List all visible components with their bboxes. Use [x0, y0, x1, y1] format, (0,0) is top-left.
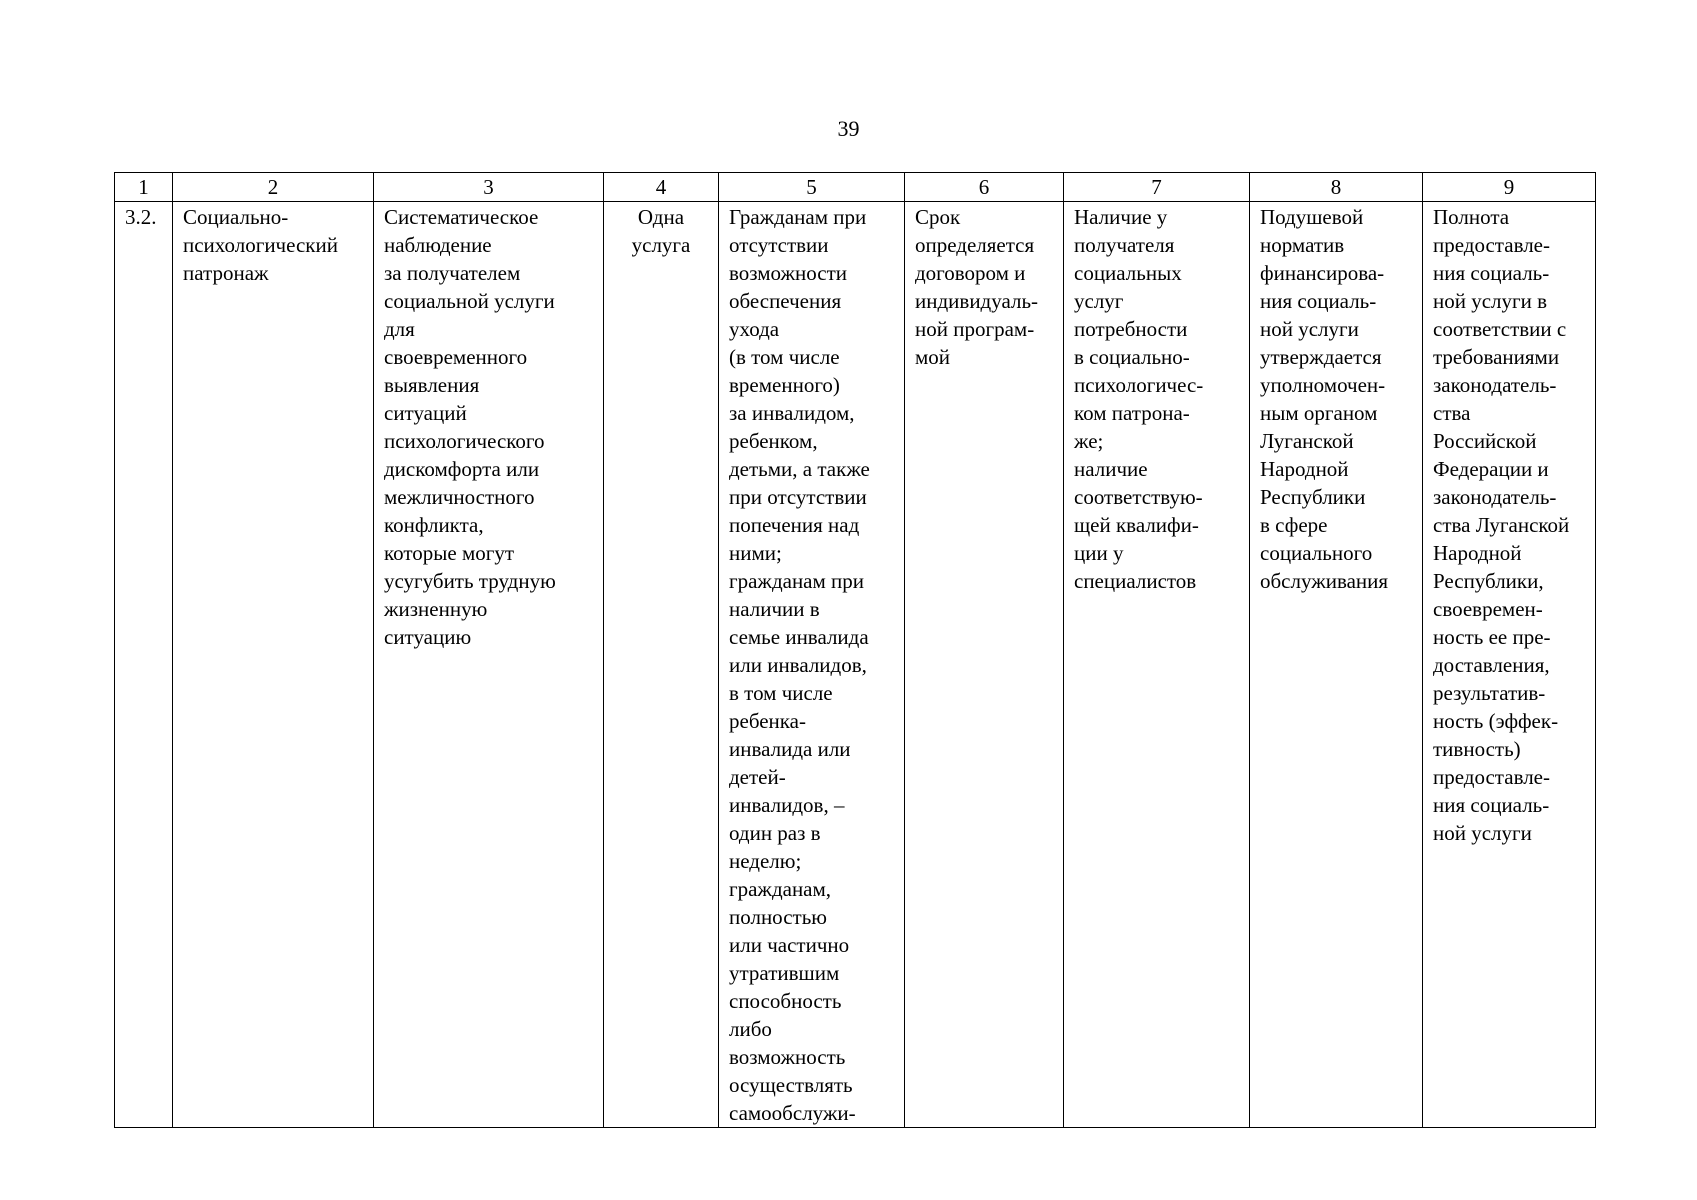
cell-conditions — [1064, 202, 1250, 1128]
cell-text-line: ной услуги — [1260, 317, 1359, 341]
cell-text-line: которые могут — [384, 541, 515, 565]
column-header: 5 — [719, 173, 905, 202]
cell-text-line: психологический — [183, 233, 338, 257]
cell-text-line: ной програм- — [915, 317, 1035, 341]
cell-text-line: детьми, а также — [729, 457, 870, 481]
cell-text-line: требованиями — [1433, 345, 1560, 369]
cell-financing — [1250, 202, 1423, 1128]
cell-text-line: в том числе — [729, 681, 833, 705]
cell-text-line: ребенка- — [729, 709, 806, 733]
cell-text-line: или инвалидов, — [729, 653, 867, 677]
cell-text-line: жизненную — [384, 597, 488, 621]
cell-text-line: психологичес- — [1074, 373, 1204, 397]
cell-text-line: Народной — [1260, 457, 1349, 481]
cell-text-line: дискомфорта или — [384, 457, 540, 481]
cell-text-line: Российской — [1433, 429, 1537, 453]
cell-text-line: индивидуаль- — [915, 289, 1039, 313]
cell-quality-criteria — [1423, 202, 1596, 1128]
cell-text-line: Федерации и — [1433, 457, 1549, 481]
cell-text-line: усугубить трудную — [384, 569, 556, 593]
cell-text-line: выявления — [384, 373, 480, 397]
cell-text-line: гражданам, — [729, 877, 832, 901]
cell-text-line: возможности — [729, 261, 848, 285]
cell-text-line: ситуацию — [384, 625, 472, 649]
cell-text-line: Одна — [637, 205, 685, 229]
cell-text-line: законодатель- — [1433, 485, 1557, 509]
cell-text-line: отсутствии — [729, 233, 829, 257]
cell-text-line: Республики — [1260, 485, 1366, 509]
cell-text-line: Полнота — [1433, 205, 1510, 229]
cell-text-line: детей- — [729, 765, 786, 789]
cell-text-line: услуг — [1074, 289, 1124, 313]
cell-text-line: социальных — [1074, 261, 1182, 285]
cell-text-line: Систематическое — [384, 205, 539, 229]
column-header: 1 — [115, 173, 173, 202]
cell-text-line: наличии в — [729, 597, 820, 621]
cell-text-line: Республики, — [1433, 569, 1544, 593]
cell-text-line: своевременного — [384, 345, 528, 369]
column-header: 6 — [905, 173, 1064, 202]
cell-text-line: соответствую- — [1074, 485, 1203, 509]
cell-text-line: семье инвалида — [729, 625, 869, 649]
cell-text-line: за инвалидом, — [729, 401, 855, 425]
cell-service-description — [374, 202, 604, 1128]
cell-text-line: договором и — [915, 261, 1026, 285]
cell-text-line: ность ее пре- — [1433, 625, 1551, 649]
cell-service-name — [173, 202, 374, 1128]
column-header: 9 — [1423, 173, 1596, 202]
cell-text-line: норматив — [1260, 233, 1345, 257]
cell-text-line: полностью — [729, 905, 827, 929]
cell-text-line: законодатель- — [1433, 373, 1557, 397]
cell-text-line: один раз в — [729, 821, 821, 845]
cell-text-line: доставления, — [1433, 653, 1550, 677]
header-row — [115, 173, 1596, 202]
cell-text-line: наблюдение — [384, 233, 492, 257]
cell-text-line: финансирова- — [1260, 261, 1385, 285]
cell-text-line: или частично — [729, 933, 850, 957]
cell-text-line: Срок — [915, 205, 961, 229]
cell-text-line: обеспечения — [729, 289, 842, 313]
column-header: 8 — [1250, 173, 1423, 202]
cell-text-line: уполномочен- — [1260, 373, 1386, 397]
cell-text-line: ситуаций — [384, 401, 467, 425]
cell-text-line: в сфере — [1260, 513, 1328, 537]
cell-text-line: услуга — [631, 233, 691, 257]
cell-text-line: мой — [915, 345, 951, 369]
cell-text-line: временного) — [729, 373, 840, 397]
cell-text-line: утверждается — [1260, 345, 1382, 369]
cell-text-line: потребности — [1074, 317, 1188, 341]
cell-text-line: щей квалифи- — [1074, 513, 1199, 537]
cell-frequency — [719, 202, 905, 1128]
cell-text-line: инвалидов, – — [729, 793, 845, 817]
cell-text-line: осуществлять — [729, 1073, 853, 1097]
cell-unit — [604, 202, 719, 1128]
cell-text-line: возможность — [729, 1045, 846, 1069]
cell-text-line: межличностного — [384, 485, 535, 509]
cell-text-line: соответствии с — [1433, 317, 1567, 341]
cell-text-line: конфликта, — [384, 513, 484, 537]
cell-item-number — [115, 202, 173, 1128]
cell-text-line: ния социаль- — [1260, 289, 1377, 313]
cell-text-line: Социально- — [183, 205, 289, 229]
column-header: 4 — [604, 173, 719, 202]
cell-text-line: патронаж — [183, 261, 269, 285]
cell-text-line: Наличие у — [1074, 205, 1168, 229]
cell-text-line: социального — [1260, 541, 1373, 565]
cell-text-line: инвалида или — [729, 737, 851, 761]
cell-text-line: ства — [1433, 401, 1471, 425]
cell-text-line: ния социаль- — [1433, 261, 1550, 285]
column-header: 2 — [173, 173, 374, 202]
cell-text-line: попечения над — [729, 513, 860, 537]
cell-text-line: Луганской — [1260, 429, 1354, 453]
cell-text-line: (в том числе — [729, 345, 840, 369]
cell-text-line: своевремен- — [1433, 597, 1543, 621]
cell-text-line: в социально- — [1074, 345, 1190, 369]
cell-text-line: ции у — [1074, 541, 1124, 565]
cell-text-line: Народной — [1433, 541, 1522, 565]
cell-text-line: ным органом — [1260, 401, 1378, 425]
cell-text-line: неделю; — [729, 849, 802, 873]
cell-text-line: психологического — [384, 429, 545, 453]
cell-text-line: ность (эффек- — [1433, 709, 1559, 733]
cell-text-line: за получателем — [384, 261, 521, 285]
page-number: 39 — [837, 116, 860, 141]
cell-text-line: предоставле- — [1433, 233, 1550, 257]
cell-text-line: 3.2. — [125, 205, 157, 229]
column-header: 7 — [1064, 173, 1250, 202]
cell-text-line: результатив- — [1433, 681, 1546, 705]
cell-text-line: Гражданам при — [729, 205, 867, 229]
cell-text-line: утратившим — [729, 961, 840, 985]
cell-text-line: предоставле- — [1433, 765, 1550, 789]
cell-text-line: способность — [729, 989, 842, 1013]
cell-text-line: либо — [729, 1017, 772, 1041]
cell-term — [905, 202, 1064, 1128]
cell-text-line: определяется — [915, 233, 1035, 257]
cell-text-line: ухода — [729, 317, 780, 341]
cell-text-line: гражданам при — [729, 569, 865, 593]
column-header: 3 — [374, 173, 604, 202]
cell-text-line: специалистов — [1074, 569, 1197, 593]
cell-text-line: Подушевой — [1260, 205, 1364, 229]
cell-text-line: обслуживания — [1260, 569, 1389, 593]
cell-text-line: социальной услуги — [384, 289, 555, 313]
cell-text-line: ком патрона- — [1074, 401, 1190, 425]
cell-text-line: для — [384, 317, 415, 341]
cell-text-line: ними; — [729, 541, 782, 565]
cell-text-line: же; — [1074, 429, 1104, 453]
cell-text-line: ния социаль- — [1433, 793, 1550, 817]
cell-text-line: самообслужи- — [729, 1101, 856, 1125]
cell-text-line: получателя — [1074, 233, 1175, 257]
cell-text-line: ства Луганской — [1433, 513, 1570, 537]
cell-text-line: при отсутствии — [729, 485, 867, 509]
cell-text-line: ной услуги в — [1433, 289, 1548, 313]
cell-text-line: ной услуги — [1433, 821, 1532, 845]
table-row — [115, 202, 1596, 1128]
services-table — [114, 172, 1596, 1128]
cell-text-line: наличие — [1074, 457, 1148, 481]
cell-text-line: тивность) — [1433, 737, 1521, 761]
cell-text-line: ребенком, — [729, 429, 818, 453]
